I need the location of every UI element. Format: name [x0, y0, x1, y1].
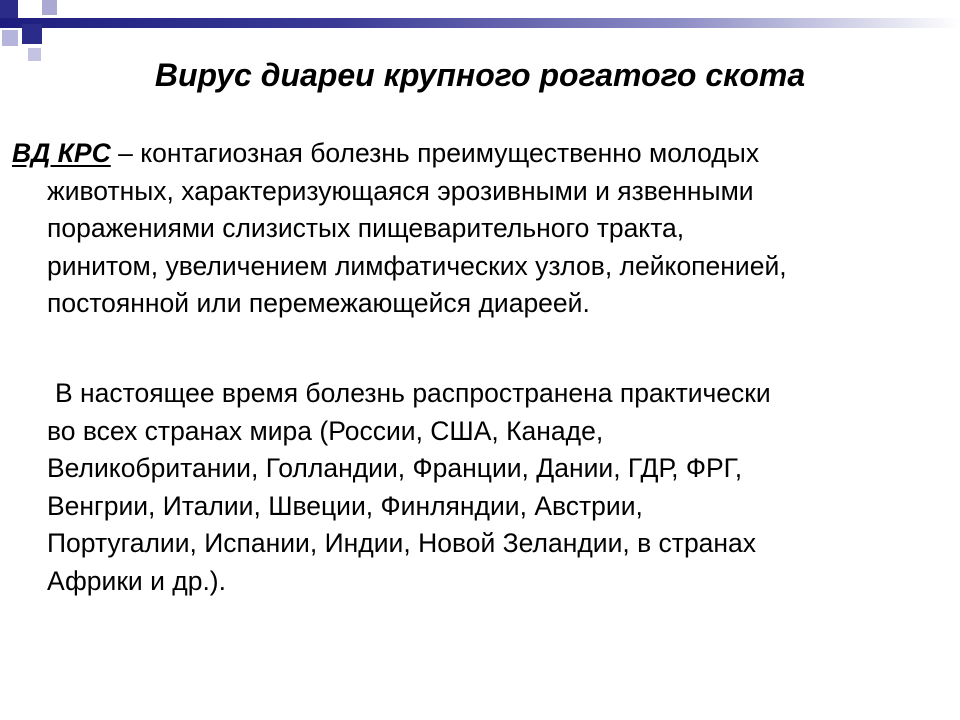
- decorative-square: [2, 30, 18, 46]
- definition-line: постоянной или перемежающейся диареей.: [47, 288, 590, 318]
- definition-term: ВД КРС: [12, 138, 111, 168]
- decorative-square: [0, 0, 18, 18]
- slide-title: Вирус диареи крупного рогатого скота: [154, 57, 806, 93]
- decorative-square: [42, 0, 57, 15]
- spread-line: Венгрии, Италии, Швеции, Финляндии, Австрии,: [47, 490, 643, 521]
- definition-line: ринитом, увеличением лимфатических узлов, лейкопенией,: [47, 250, 787, 281]
- spread-line: В настоящее время болезнь распространена практически: [55, 378, 771, 408]
- definition-text: – контагиозная болезнь преимущественно молодых: [110, 138, 760, 168]
- definition-paragraph: [12, 135, 942, 323]
- definition-line: [12, 135, 942, 173]
- header-gradient-bar: [0, 18, 960, 28]
- spread-paragraph: [47, 375, 947, 600]
- spread-line: Португалии, Испании, Индии, Новой Зеландии, в странах: [47, 528, 757, 558]
- decorative-square: [42, 30, 56, 44]
- spread-line: во всех странах мира (России, США, Канаде,: [47, 415, 604, 446]
- definition-line: поражениями слизистых пищеварительного тракта,: [47, 213, 685, 243]
- spread-line: Великобритании, Голландии, Франции, Дании, ГДР, ФРГ,: [47, 453, 743, 483]
- definition-line: животных, характеризующаяся эрозивными и язвенными: [47, 175, 754, 206]
- spread-line: Африки и др.).: [47, 565, 226, 596]
- decorative-square: [22, 24, 42, 44]
